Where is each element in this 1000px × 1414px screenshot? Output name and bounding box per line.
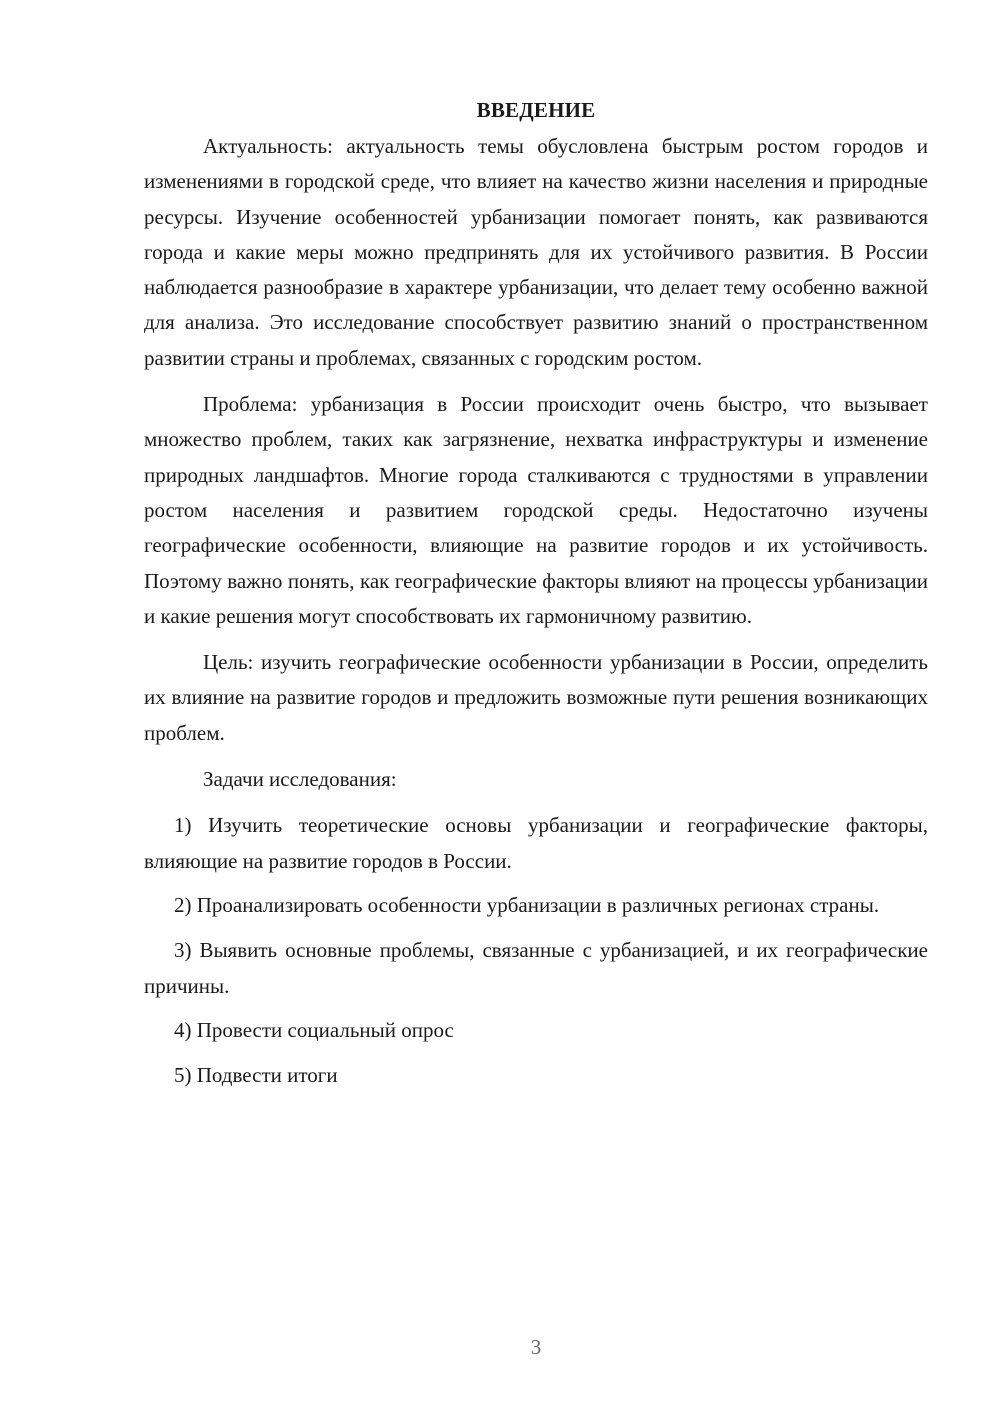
- list-item: 3) Выявить основные проблемы, связанные с урбанизацией, и их географические причины.: [144, 938, 928, 998]
- tasks-list: [144, 808, 928, 1093]
- list-item: 1) Изучить теоретические основы урбанизации и географические факторы, влияющие на развитие городов в России.: [144, 813, 928, 873]
- list-item: 5) Подвести итоги: [174, 1063, 338, 1088]
- list-item: 2) Проанализировать особенности урбанизации в различных регионах страны.: [174, 893, 880, 918]
- paragraph-relevance: Актуальность: актуальность темы обусловлена быстрым ростом городов и изменениями в городской среде, что влияет на качество жизни населения и природные ресурсы. Изучение особенностей урбанизации помогает понять, как развиваются города и какие меры можно предпринять для их устойчивого развития. В России наблюдается разнообразие в характере урбанизации, что делает тему особенно важной для анализа. Это исследование способствует развитию знаний о пространственном развитии страны и проблемах, связанных с городским ростом.: [144, 134, 928, 370]
- tasks-heading: Задачи исследования:: [203, 767, 397, 792]
- page-title: ВВЕДЕНИЕ: [476, 98, 596, 122]
- list-item: 4) Провести социальный опрос: [174, 1018, 454, 1043]
- paragraph-problem: Проблема: урбанизация в России происходит очень быстро, что вызывает множество проблем, таких как загрязнение, нехватка инфраструктуры и изменение природных ландшафтов. Многие города сталкиваются с трудностями в управлении ростом населения и развитием городской среды. Недостаточно изучены географические особенности, влияющие на развитие городов и их устойчивость. Поэтому важно понять, как географические факторы влияют на процессы урбанизации и какие решения могут способствовать их гармоничному развитию.: [144, 392, 928, 628]
- paragraph-goal: Цель: изучить географические особенности урбанизации в России, определить их влияние на развитие городов и предложить возможные пути решения возникающих проблем.: [144, 650, 928, 745]
- page-number: 3: [530, 1335, 542, 1359]
- document-page: [144, 93, 928, 1103]
